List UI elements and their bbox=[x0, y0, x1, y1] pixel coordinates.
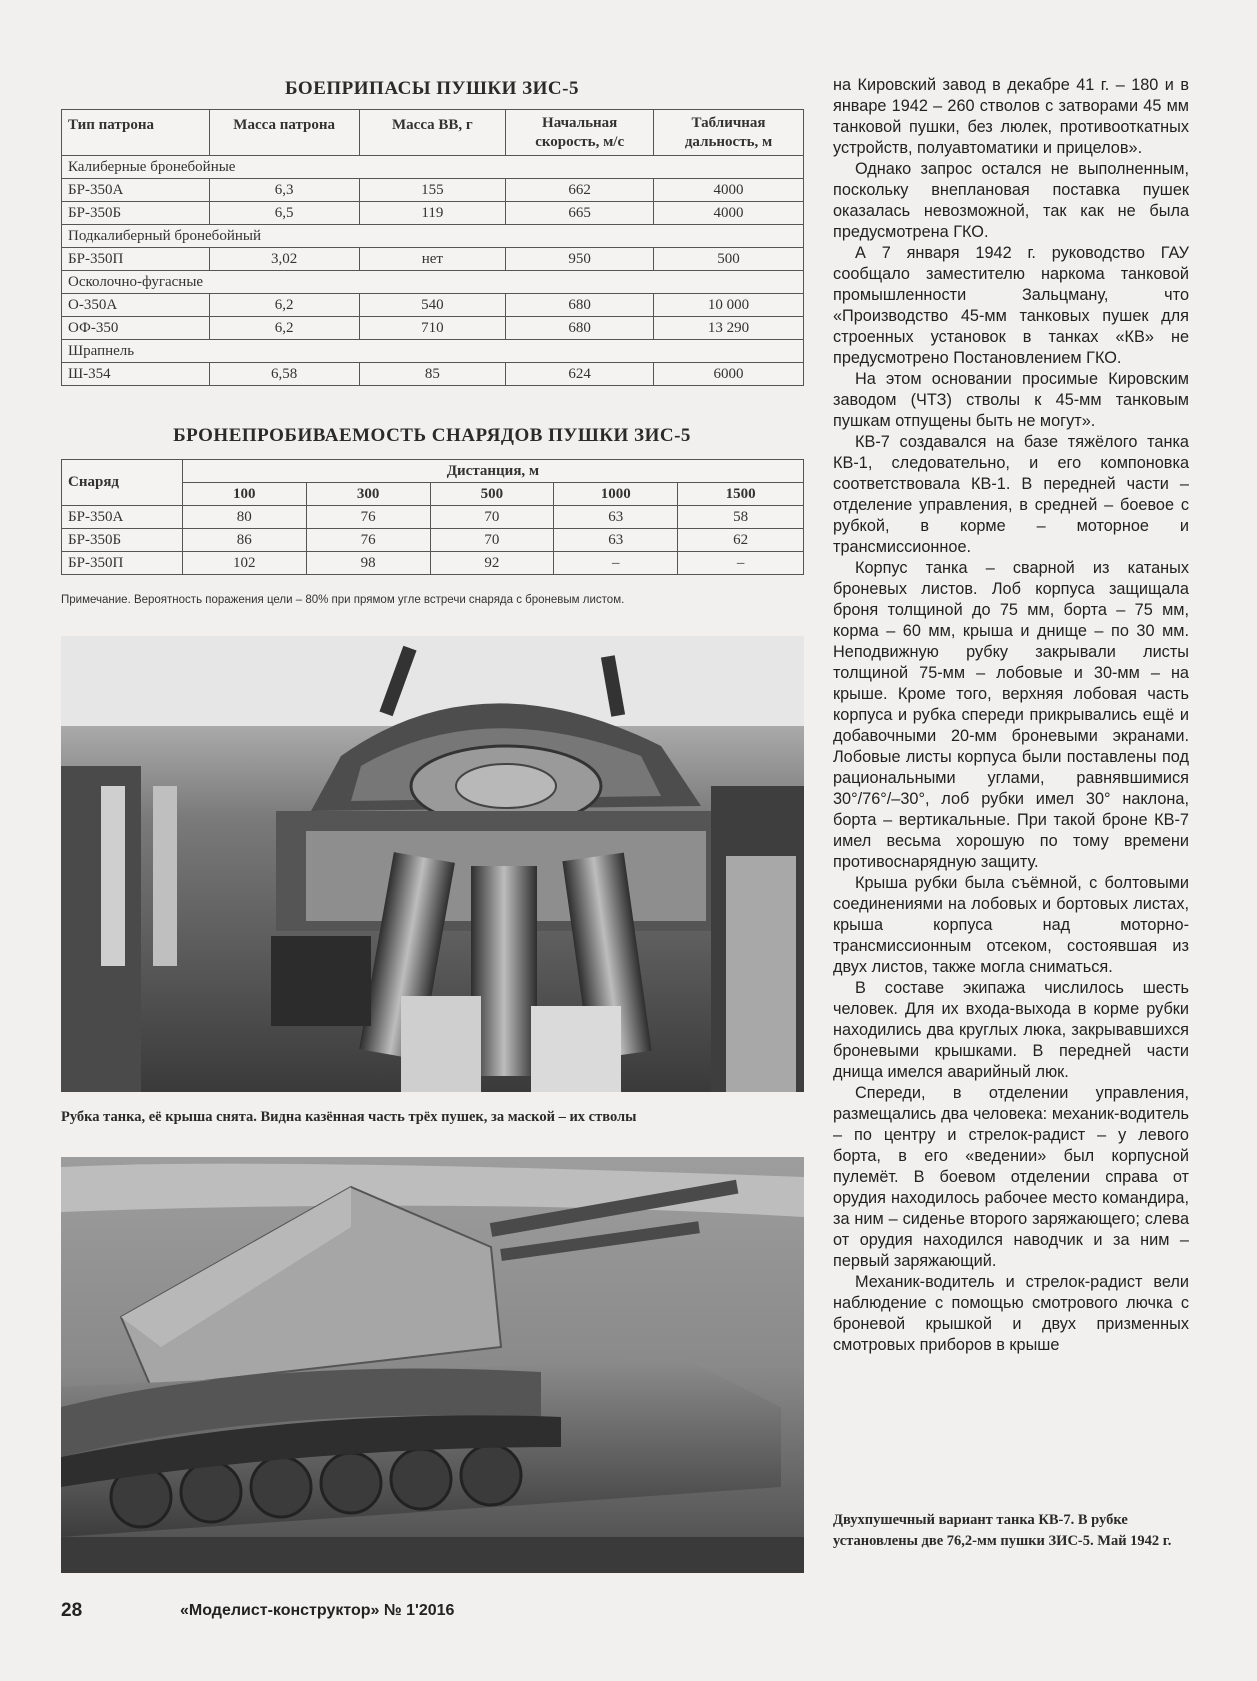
ammo-cell: 6,5 bbox=[209, 202, 359, 225]
photo-cabin-guns bbox=[61, 636, 804, 1092]
ammo-group-row bbox=[62, 271, 804, 294]
photo-kv7-tank bbox=[61, 1157, 804, 1573]
ammo-cell: 665 bbox=[506, 202, 654, 225]
ammo-cell: 4000 bbox=[654, 179, 804, 202]
ammo-cell: 624 bbox=[506, 363, 654, 386]
article-paragraph: Спереди, в отделении управления, размещались два человека: механик-водитель – по центру и стрелок-радист – у левого борта, в его «ведении» был корпусной пулемёт. В боевом отделении справа от орудия находилось рабочее место командира, за ним – сиденье второго заряжающего; слева от орудия находился наводчик и за ним – первый заряжающий. bbox=[833, 1084, 1189, 1270]
ammo-cell: нет bbox=[359, 248, 506, 271]
article-paragraph: КВ-7 создавался на базе тяжёлого танка КВ-1, следовательно, и его компоновка соответствовала КВ-1. В передней части – отделение управления, в средней – боевое с рубкой, в корме – моторное и трансмиссионное. bbox=[833, 433, 1189, 556]
ammo-table-title: БОЕПРИПАСЫ ПУШКИ ЗИС-5 bbox=[285, 78, 579, 99]
pen-header-dist: 500 bbox=[430, 483, 554, 506]
pen-cell: 63 bbox=[554, 529, 678, 552]
photo1-caption: Рубка танка, её крыша снята. Видна казённая часть трёх пушек, за маской – их стволы bbox=[61, 1109, 637, 1125]
ammo-header-type: Тип патрона bbox=[62, 110, 210, 156]
ammo-cell: 85 bbox=[359, 363, 506, 386]
ammo-cell: БР-350Б bbox=[62, 202, 210, 225]
pen-cell: БР-350Б bbox=[62, 529, 183, 552]
pen-table-row bbox=[62, 552, 804, 575]
ammo-table-row bbox=[62, 179, 804, 202]
ammo-cell: 6,3 bbox=[209, 179, 359, 202]
pen-table-row bbox=[62, 529, 804, 552]
pen-cell: – bbox=[554, 552, 678, 575]
ammo-cell: 4000 bbox=[654, 202, 804, 225]
ammo-table-row bbox=[62, 363, 804, 386]
ammo-group-name: Калиберные бронебойные bbox=[62, 156, 804, 179]
ammo-cell: 680 bbox=[506, 317, 654, 340]
ammo-cell: 680 bbox=[506, 294, 654, 317]
pen-cell: 80 bbox=[182, 506, 306, 529]
ammo-table-row bbox=[62, 202, 804, 225]
pen-cell: 102 bbox=[182, 552, 306, 575]
pen-cell: 76 bbox=[306, 506, 430, 529]
ammo-header-mass: Масса патрона bbox=[209, 110, 359, 156]
ammo-cell: 13 290 bbox=[654, 317, 804, 340]
ammo-group-row bbox=[62, 225, 804, 248]
ammo-table-row bbox=[62, 248, 804, 271]
ammo-group-name: Осколочно-фугасные bbox=[62, 271, 804, 294]
pen-table bbox=[61, 459, 804, 575]
pen-cell: 86 bbox=[182, 529, 306, 552]
photo2-caption: Двухпушечный вариант танка КВ-7. В рубке установлены две 76,2-мм пушки ЗИС-5. Май 1942 г. bbox=[833, 1512, 1172, 1549]
pen-header-dist: 1000 bbox=[554, 483, 678, 506]
pen-cell: 58 bbox=[678, 506, 804, 529]
ammo-group-name: Подкалиберный бронебойный bbox=[62, 225, 804, 248]
ammo-table-row bbox=[62, 294, 804, 317]
article-paragraph: На этом основании просимые Кировским заводом (ЧТЗ) стволы к 45-мм танковым пушкам отпущены быть не могут». bbox=[833, 370, 1189, 430]
ammo-table-row bbox=[62, 317, 804, 340]
article-paragraph: Корпус танка – сварной из катаных броневых листов. Лоб корпуса защищала броня толщиной до 75 мм, борта – 75 мм, корма – 60 мм, крыша и днище – по 30 мм. Неподвижную рубку закрывали листы толщиной 75-мм – лобовые и 30-мм – на крыше. Кроме того, верхняя лобовая часть корпуса и рубка спереди прикрывались ещё и добавочными 20-мм броневыми экранами. Лобовые листы корпуса были поставлены под рациональными углами, равнявшимися 30°/76°/–30°, лоб рубки имел 30° наклона, борта – вертикальные. При такой броне КВ-7 имел весьма хорошую по тому времени противоснарядную защиту. bbox=[833, 559, 1189, 871]
pen-cell: 98 bbox=[306, 552, 430, 575]
ammo-cell: ОФ-350 bbox=[62, 317, 210, 340]
article-paragraph: А 7 января 1942 г. руководство ГАУ сообщало заместителю наркома танковой промышленности Зальцману, что «Производство 45-мм танковых пушек для строенных установок в танках «КВ» не предусмотрено Постановлением ГКО. bbox=[833, 244, 1189, 367]
pen-cell: БР-350П bbox=[62, 552, 183, 575]
ammo-header-range: Табличная дальность, м bbox=[654, 110, 804, 156]
pen-cell: 92 bbox=[430, 552, 554, 575]
ammo-cell: 710 bbox=[359, 317, 506, 340]
pen-cell: 70 bbox=[430, 506, 554, 529]
ammo-cell: Ш-354 bbox=[62, 363, 210, 386]
pen-cell: БР-350А bbox=[62, 506, 183, 529]
pen-cell: – bbox=[678, 552, 804, 575]
article-paragraph: В составе экипажа числилось шесть человек. Для их входа-выхода в корме рубки находились два круглых люка, закрывавшихся броневыми крышками. В передней части днища имелся аварийный люк. bbox=[833, 979, 1189, 1081]
pen-header-distance: Дистанция, м bbox=[182, 460, 803, 483]
ammo-cell: 10 000 bbox=[654, 294, 804, 317]
ammo-group-row bbox=[62, 156, 804, 179]
ammo-cell: 155 bbox=[359, 179, 506, 202]
pen-table-row bbox=[62, 506, 804, 529]
article-paragraph: Однако запрос остался не выполненным, поскольку внеплановая поставка пушек оказалась невозможной, так как не была предусмотрена ГКО. bbox=[833, 160, 1189, 241]
ammo-cell: БР-350А bbox=[62, 179, 210, 202]
magazine-title: «Моделист-конструктор» № 1'2016 bbox=[180, 1602, 455, 1619]
ammo-cell: 6000 bbox=[654, 363, 804, 386]
ammo-cell: 119 bbox=[359, 202, 506, 225]
pen-table-note: Примечание. Вероятность поражения цели – 80% при прямом угле встречи снаряда с броневым листом. bbox=[61, 594, 625, 606]
article-text-column bbox=[833, 75, 1189, 1356]
article-paragraph: на Кировский завод в декабре 41 г. – 180 и в январе 1942 – 260 стволов с затворами 45 мм танковой пушки, без люлек, противооткатных устройств, полуавтоматики и прицелов». bbox=[833, 76, 1189, 157]
pen-table-title: БРОНЕПРОБИВАЕМОСТЬ СНАРЯДОВ ПУШКИ ЗИС-5 bbox=[173, 425, 691, 446]
ammo-cell: О-350А bbox=[62, 294, 210, 317]
ammo-cell: 6,2 bbox=[209, 294, 359, 317]
page-number: 28 bbox=[61, 1600, 83, 1621]
pen-cell: 70 bbox=[430, 529, 554, 552]
pen-header-dist: 1500 bbox=[678, 483, 804, 506]
ammo-cell: 6,58 bbox=[209, 363, 359, 386]
ammo-header-velocity: Начальная скорость, м/с bbox=[506, 110, 654, 156]
ammo-header-explosive: Масса ВВ, г bbox=[359, 110, 506, 156]
ammo-cell: 3,02 bbox=[209, 248, 359, 271]
pen-header-dist: 300 bbox=[306, 483, 430, 506]
ammo-group-name: Шрапнель bbox=[62, 340, 804, 363]
ammo-cell: 662 bbox=[506, 179, 654, 202]
pen-cell: 62 bbox=[678, 529, 804, 552]
ammo-cell: БР-350П bbox=[62, 248, 210, 271]
ammo-cell: 500 bbox=[654, 248, 804, 271]
pen-header-dist: 100 bbox=[182, 483, 306, 506]
pen-cell: 63 bbox=[554, 506, 678, 529]
ammo-cell: 6,2 bbox=[209, 317, 359, 340]
ammo-cell: 950 bbox=[506, 248, 654, 271]
article-paragraph: Крыша рубки была съёмной, с болтовыми соединениями на лобовых и бортовых листах, крыша корпуса над моторно-трансмиссионным отсеком, состоявшая из двух листов, также могла сниматься. bbox=[833, 874, 1189, 976]
ammo-table bbox=[61, 109, 804, 386]
ammo-group-row bbox=[62, 340, 804, 363]
article-paragraph: Механик-водитель и стрелок-радист вели наблюдение с помощью смотрового лючка с броневой крышкой и двух призменных смотровых приборов в крыше bbox=[833, 1273, 1189, 1354]
ammo-cell: 540 bbox=[359, 294, 506, 317]
pen-header-projectile: Снаряд bbox=[62, 460, 183, 506]
pen-cell: 76 bbox=[306, 529, 430, 552]
